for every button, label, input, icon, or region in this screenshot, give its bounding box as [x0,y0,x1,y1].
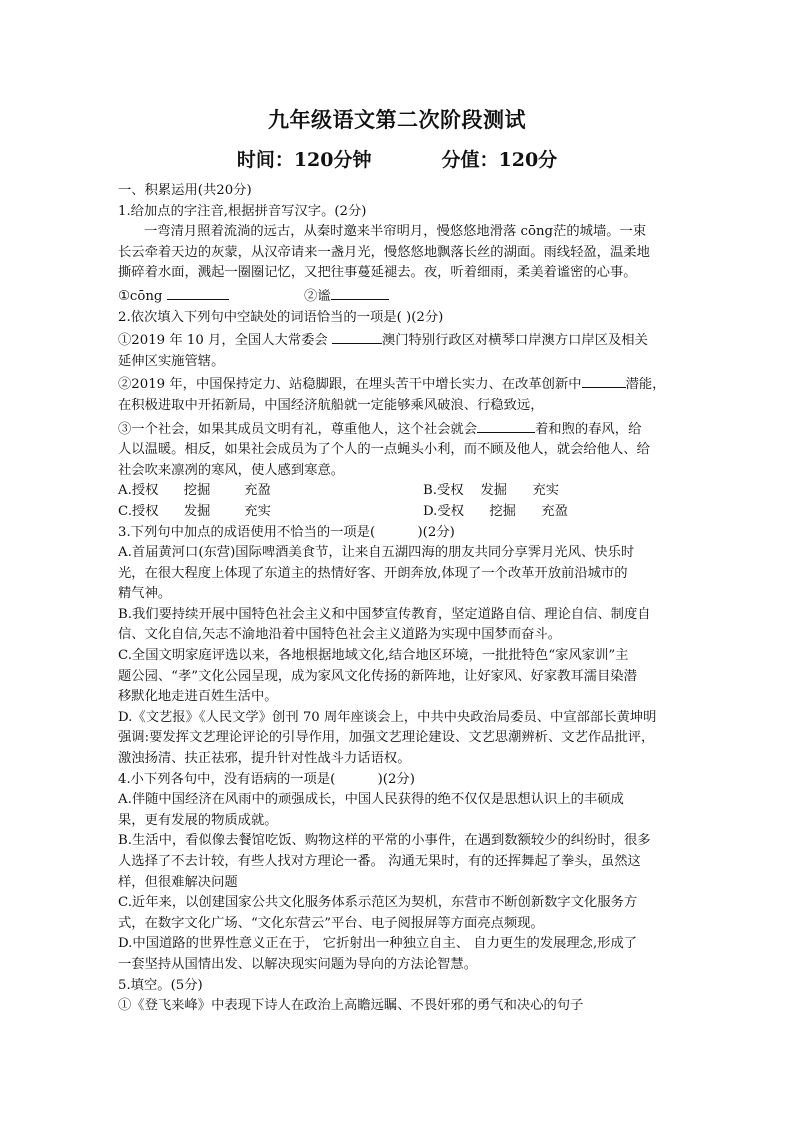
q2-sentence-2-cont: 在积极进取中开拓新局，中国经济航船就一定能够乘风破浪、行稳致远， [118,397,544,413]
q5-item-1: ①《登飞来峰》中表现下诗人在政治上高瞻远瞩、不畏奸邪的勇气和决心的句子 [118,998,584,1014]
q4-option-d[interactable]: D.中国道路的世界性意义正在于， 它折射出一种独立自主、 自力更生的发展理念,形成了 [118,936,638,952]
q1-blank-label-b: ②谧 [304,288,331,304]
q3-option-c[interactable]: C.全国文明家庭评选以来，各地根据地域文化,结合地区环境，一批批特色“家风家训”主 [118,648,629,664]
q1-answer-row [118,284,676,308]
q2-options-row [118,481,676,502]
q4-option-b-cont: 样，但很难解决问题 [118,874,238,890]
q1-blank-label-a: ①cōng [118,288,163,304]
q3-option-c-cont: 题公园、“孝”文化公园呈现，成为家风文化传扬的新阵地，让好家风、好家教耳濡目染潜 [118,668,637,684]
time-label: 时间：120分钟 [236,149,372,171]
q2-sentence-1-cont: 延伸区实施管辖。 [118,353,225,369]
q1-passage-line: 长云牵着天边的灰蒙，从汉帝请来一盏月光，慢悠悠地飘落长丝的湖面。雨线轻盈，温柔地 [118,244,650,260]
q3-option-a-cont: 精气神。 [118,586,172,602]
q4-stem: 4.小下列各句中，没有语病的一项是( )(2分) [118,771,415,787]
q1-passage-line: 一弯清月照着流淌的远古，从秦时邀来半帘明月，慢悠悠地滑落 cōng茫的城墙。一束 [144,224,647,240]
q3-option-b[interactable]: B.我们要持续开展中国特色社会主义和中国梦宣传教育，坚定道路自信、理论自信、制度自 [118,606,651,622]
q2-option-a[interactable]: A.授权 挖掘 充盈 [118,483,271,499]
q2-blank-2[interactable] [582,372,626,388]
q2-option-c[interactable]: C.授权 发掘 充实 [118,503,271,519]
q2-blank-1[interactable] [332,328,382,344]
exam-title: 九年级语文第二次阶段测试 [268,107,526,132]
q2-sentence-3-cont: 人以温暖。相反，如果社会成员为了个人的一点蝇头小利，而不顾及他人，就会给他人、给 [118,442,650,458]
q1-answer-blank-b[interactable] [331,284,389,300]
q2-sentence-1: ①2019 年 10 月，全国人大常委会 澳门特别行政区对横琴口岸澳方口岸区及相关 [118,328,676,352]
q3-option-d-cont: 强调:要发挥文艺理论评论的引导作用，加强文艺理论建设、文艺思潮辨析、文艺作品批评， [118,730,655,746]
q2-blank-3[interactable] [477,417,535,433]
q2-option-d[interactable]: D.受权 挖掘 充盈 [423,503,568,519]
q3-stem: 3.下列句中加点的成语使用不恰当的一项是( )(2分) [118,524,455,540]
q2-option-b[interactable]: B.受权 发掘 充实 [423,483,560,499]
q4-option-d-cont: 一套坚持从国情出发、以解决现实问题为导向的方法论智慧。 [118,956,478,972]
q3-option-b-cont: 信、文化自信,矢志不渝地沿着中国特色社会主义道路为实现中国梦而奋斗。 [118,627,562,643]
q2-sentence-3: ③一个社会，如果其成员文明有礼，尊重他人，这个社会就会 着和煦的春风，给 [118,417,676,441]
q1-answer-blank-a[interactable] [167,284,229,300]
q3-option-a[interactable]: A.首届黄河口(东营)国际啤酒美食节，让来自五湖四海的朋友共同分享霁月光风、快乐时 [118,545,635,561]
q2-sentence-2: ②2019 年，中国保持定力、站稳脚跟，在埋头苦干中增长实力、在改革创新中 潜能， [118,372,676,396]
q4-option-a[interactable]: A.伴随中国经济在风雨中的顽强成长，中国人民获得的绝不仅仅是思想认识上的丰硕成 [118,792,624,808]
q2-options-row [118,502,676,523]
q4-option-b[interactable]: B.生活中，看似像去餐馆吃饭、购物这样的平常的小事件，在遇到数额较少的纠纷时，很多 [118,833,651,849]
q3-option-d[interactable]: D.《文艺报》《人民文学》创刊 70 周年座谈会上，中共中央政治局委员、中宣部部长黄坤明 [118,709,657,725]
section-heading: 一、积累运用(共20分) [118,183,252,198]
q4-option-c[interactable]: C.近年来，以创建国家公共文化服务体系示范区为契机，东营市不断创新数字文化服务方 [118,895,638,911]
q3-option-a-cont: 光，在很大程度上体现了东道主的热情好客、开朗奔放,体现了一个改革开放前沿城市的 [118,565,628,581]
q1-passage-line: 撕碎着水面，溅起一圈圈记忆，又把往事蔓延褪去。夜，听着细雨，柔美着谧密的心事。 [118,265,637,281]
exam-content [118,181,676,1017]
q2-stem: 2.依次填入下列句中空缺处的词语恰当的一项是( )(2分) [118,309,444,325]
q4-option-c-cont: 式，在数字文化广场、“文化东营云”平台、电子阅报屏等方面亮点频现。 [118,915,544,931]
q5-stem: 5.填空。(5分) [118,977,203,993]
q4-option-a-cont: 果，更有发展的物质成就。 [118,812,278,828]
q1-stem: 1.给加点的字注音,根据拼音写汉字。(2分) [118,203,367,219]
q3-option-c-cont: 移默化地走进百姓生活中。 [118,689,278,705]
exam-meta [0,145,794,172]
q4-option-b-cont: 人选择了不去计较，有些人找对方理论一番。 沟通无果时，有的还挥舞起了拳头，虽然这 [118,854,641,869]
q2-sentence-3-cont: 社会吹来凛冽的寒风，使人感到寒意。 [118,462,345,478]
score-label: 分值：120分 [441,149,558,171]
q3-option-d-cont: 激浊扬清、扶正祛邪，提升针对性战斗力话语权。 [118,751,411,767]
